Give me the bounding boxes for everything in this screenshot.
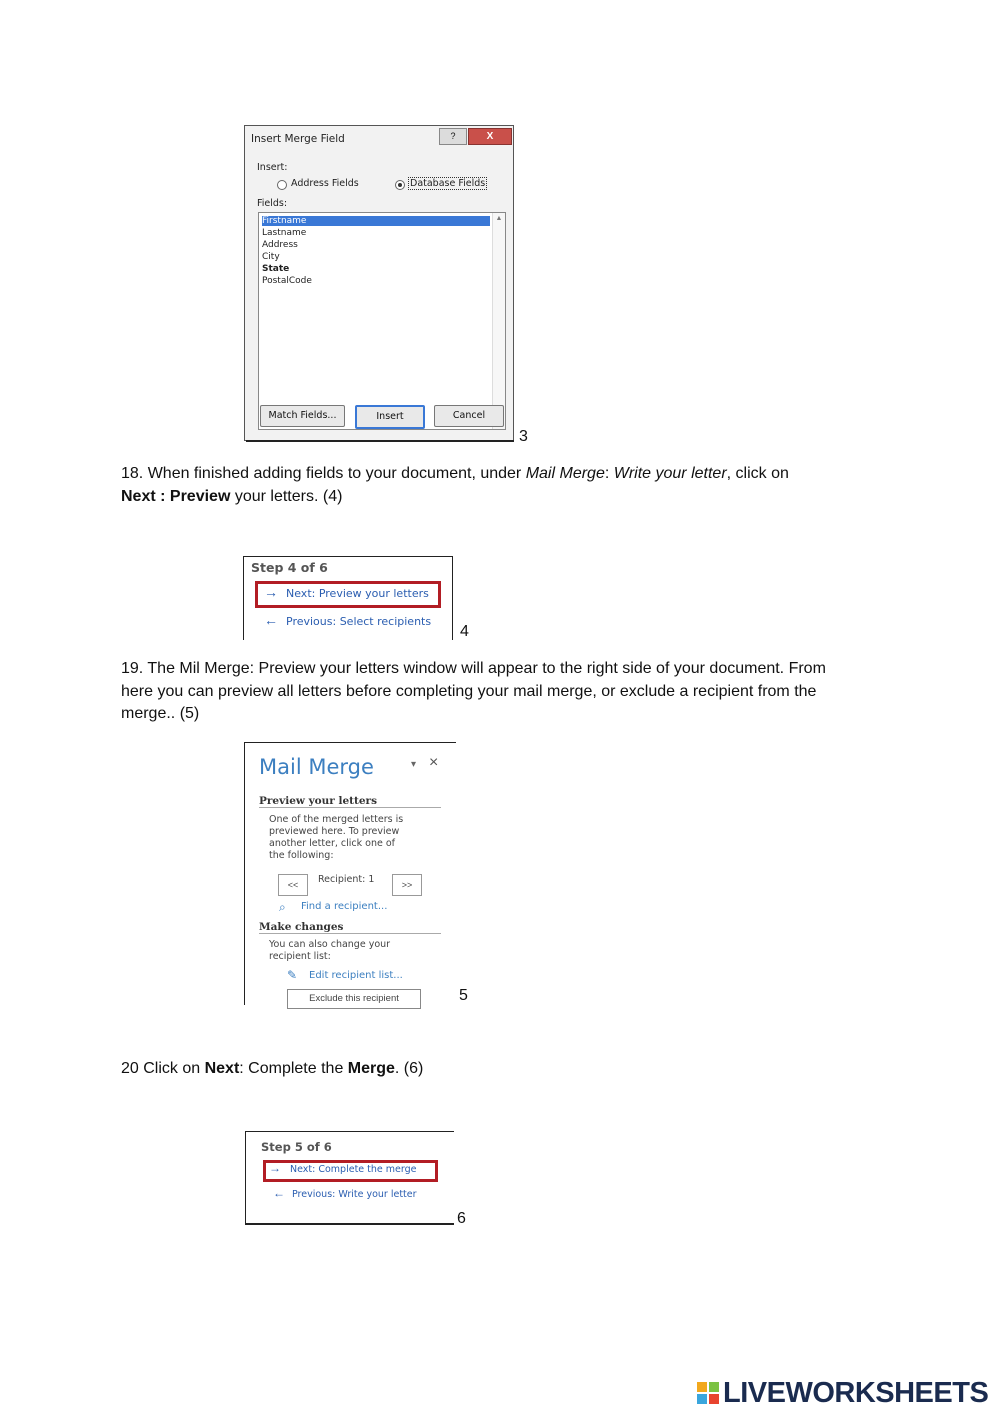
- logo-square: [697, 1382, 707, 1392]
- previous-write-link[interactable]: Previous: Write your letter: [292, 1189, 417, 1200]
- preview-text: previewed here. To preview: [269, 826, 400, 837]
- figure-number: 4: [460, 623, 469, 640]
- text: 18. When finished adding fields to your document, under: [121, 465, 526, 482]
- insert-label: Insert:: [257, 162, 288, 173]
- arrow-left-icon: ←: [264, 612, 278, 628]
- address-fields-label: Address Fields: [291, 178, 359, 189]
- fields-label: Fields:: [257, 198, 288, 209]
- text: 20 Click on: [121, 1060, 205, 1077]
- list-item[interactable]: PostalCode: [262, 276, 312, 286]
- list-item[interactable]: Address: [262, 240, 298, 250]
- step-18-paragraph: [121, 463, 861, 508]
- text: your letters. (4): [230, 487, 343, 505]
- step-5-panel: [245, 1131, 454, 1225]
- mail-merge-pane: [244, 742, 456, 1005]
- text-italic: Mail Merge: [525, 465, 605, 482]
- previous-recipients-link[interactable]: Previous: Select recipients: [286, 615, 432, 628]
- arrow-left-icon: ←: [273, 1186, 285, 1200]
- liveworksheets-logo: [697, 1378, 988, 1408]
- arrow-right-icon: →: [269, 1161, 281, 1175]
- logo-square: [697, 1394, 707, 1404]
- dropdown-icon[interactable]: ▾: [411, 759, 417, 770]
- database-fields-label: Database Fields: [410, 178, 486, 189]
- step-title: Step 5 of 6: [261, 1140, 332, 1154]
- next-preview-link[interactable]: Next: Preview your letters: [286, 587, 429, 600]
- changes-text: recipient list:: [269, 951, 331, 962]
- make-changes-heading: Make changes: [259, 921, 441, 934]
- close-button[interactable]: X: [468, 128, 512, 145]
- list-item[interactable]: State: [262, 264, 290, 274]
- scrollbar[interactable]: [492, 213, 505, 429]
- text-bold: Next: [204, 1060, 240, 1077]
- preview-text: the following:: [269, 850, 334, 861]
- scroll-up-icon[interactable]: ▲: [495, 215, 503, 222]
- step-20-paragraph: [121, 1058, 861, 1081]
- help-button[interactable]: ?: [439, 128, 467, 145]
- step-title: Step 4 of 6: [251, 560, 328, 575]
- figure-number: 5: [459, 987, 468, 1004]
- preview-text: another letter, click one of: [269, 838, 395, 849]
- edit-icon: ✎: [287, 968, 298, 982]
- step-19-paragraph: 19. The Mil Merge: Preview your letters window will appear to the right side of your document. From here you can preview all letters before completing your mail merge, or exclude a recipient from the merge.. (5): [121, 660, 826, 722]
- figure-number: 6: [457, 1210, 466, 1227]
- find-recipient-link[interactable]: Find a recipient...: [301, 901, 388, 912]
- text-italic: Write your letter: [613, 465, 727, 482]
- text: . (6): [394, 1060, 424, 1077]
- dialog-title: Insert Merge Field: [251, 133, 345, 145]
- figure-underline: [246, 440, 514, 442]
- text: :: [604, 465, 614, 482]
- insert-merge-field-dialog: [244, 125, 514, 441]
- text-bold: Merge: [347, 1060, 395, 1077]
- recipient-label: Recipient: 1: [318, 874, 375, 885]
- find-icon: ⌕: [279, 900, 286, 914]
- arrow-right-icon: →: [264, 584, 278, 600]
- address-fields-radio[interactable]: [277, 180, 287, 190]
- cancel-button[interactable]: Cancel: [434, 405, 504, 427]
- insert-button[interactable]: Insert: [355, 405, 425, 429]
- next-recipient-button[interactable]: >>: [392, 874, 422, 896]
- fields-list[interactable]: [258, 212, 506, 430]
- changes-text: You can also change your: [269, 939, 391, 950]
- list-item[interactable]: Firstname: [262, 216, 490, 226]
- edit-recipient-list-link[interactable]: Edit recipient list...: [309, 970, 403, 981]
- logo-text: LIVEWORKSHEETS: [723, 1376, 989, 1409]
- exclude-recipient-button[interactable]: Exclude this recipient: [287, 989, 421, 1009]
- step-4-panel: [243, 556, 453, 640]
- previous-recipient-button[interactable]: <<: [278, 874, 308, 896]
- preview-heading: Preview your letters: [259, 795, 441, 808]
- figure-number: 3: [519, 428, 528, 445]
- list-item[interactable]: City: [262, 252, 280, 262]
- database-fields-radio[interactable]: [395, 180, 405, 190]
- figure-underline: [245, 1223, 454, 1225]
- text: , click on: [726, 465, 789, 482]
- logo-square: [709, 1382, 719, 1392]
- logo-square: [709, 1394, 719, 1404]
- next-complete-link[interactable]: Next: Complete the merge: [290, 1164, 417, 1175]
- pane-title: Mail Merge: [259, 755, 374, 779]
- text: : Complete the: [239, 1060, 348, 1077]
- list-item[interactable]: Lastname: [262, 228, 307, 238]
- text-bold: Next : Preview: [121, 487, 231, 505]
- match-fields-button[interactable]: Match Fields...: [260, 405, 345, 427]
- close-icon[interactable]: ×: [429, 754, 439, 771]
- logo-mark-icon: [697, 1382, 719, 1404]
- preview-text: One of the merged letters is: [269, 814, 404, 825]
